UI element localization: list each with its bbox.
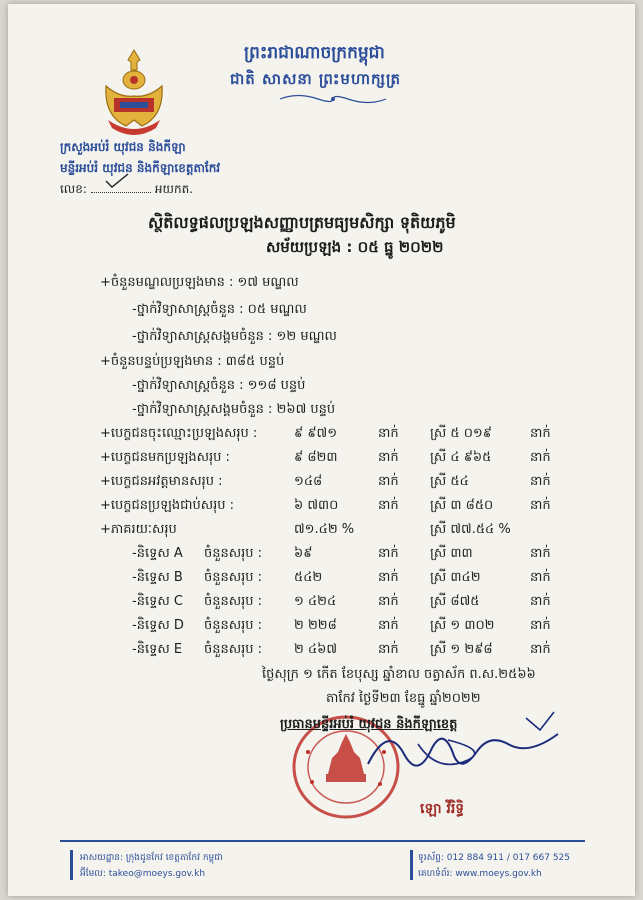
footer-phone: ទូរស័ព្ទ: 012 884 911 / 017 667 525 <box>418 853 571 863</box>
grade-unit: នាក់ <box>530 642 551 657</box>
stats-female: ស្រី ៤ ៩៦៥ <box>430 450 492 465</box>
footer-address: អាសយដ្ឋាន: ក្រុងដូនកែវ ខេត្តតាកែវ កម្ពុជា <box>80 853 223 863</box>
stats-unit: នាក់ <box>530 498 551 513</box>
ministry-emblem-icon <box>100 46 168 136</box>
ornament-divider-icon <box>278 92 388 106</box>
grade-name: -និទ្ទេស A <box>132 546 183 561</box>
footer-email: អ៊ីមែល: takeo@moeys.gov.kh <box>80 869 206 879</box>
grade-female: ស្រី ១ ៣០២ <box>430 618 495 633</box>
grade-total: ២ ៤៦៧ <box>294 642 338 657</box>
footer-accent-bar <box>410 850 413 880</box>
stats-total: ៩ ៨២៣ <box>294 450 338 465</box>
footer-divider <box>60 840 585 842</box>
grade-name: -និទ្ទេស D <box>132 618 184 633</box>
grade-unit: នាក់ <box>378 618 399 633</box>
summary-item: +ចំនួនមណ្ឌលប្រឡងមាន : ១៧ មណ្ឌល <box>100 275 299 290</box>
document-title: ស្ថិតិលទ្ធផលប្រឡងសញ្ញាបត្រមធ្យមសិក្សា ទុតិយភូមិ <box>148 213 456 232</box>
stats-label: +បេក្ខជនអវត្តមានសរុប : <box>100 474 223 489</box>
signer-title: ប្រធានមន្ទីរអប់រំ យុវជន និងកីឡាខេត្ត <box>280 717 458 732</box>
signer-name: ឡោ វីរិទ្ធិ <box>420 801 465 817</box>
stats-unit: នាក់ <box>378 474 399 489</box>
kingdom-heading: ព្រះរាជាណាចក្រកម្ពុជា <box>244 43 385 63</box>
grade-female: ស្រី ៨៧៥ <box>430 594 480 609</box>
grade-name: -និទ្ទេស C <box>132 594 183 609</box>
stats-unit: នាក់ <box>530 474 551 489</box>
grade-total: ១ ៤២៤ <box>294 594 337 609</box>
stats-label: +ភាគរយៈសរុប <box>100 522 177 537</box>
grade-total: ៥៤២ <box>294 570 323 585</box>
grade-label: ចំនួនសរុប : <box>204 618 263 633</box>
stats-unit: នាក់ <box>378 426 399 441</box>
national-motto: ជាតិ សាសនា ព្រះមហាក្សត្រ <box>230 70 401 88</box>
stats-label: +បេក្ខជនចុះឈ្មោះប្រឡងសរុប : <box>100 426 258 441</box>
stats-female: ស្រី ៥ ០១៩ <box>430 426 492 441</box>
grade-female: ស្រី ៣៣ <box>430 546 473 561</box>
stats-female: ស្រី ៧៧.៥៤ % <box>430 522 511 537</box>
footer-accent-bar <box>70 850 73 880</box>
grade-total: ៦៩ <box>294 546 313 561</box>
grade-label: ចំនួនសរុប : <box>204 570 263 585</box>
stats-unit: នាក់ <box>530 450 551 465</box>
grade-name: -និទ្ទេស E <box>132 642 183 657</box>
grade-name: -និទ្ទេស B <box>132 570 183 585</box>
grade-unit: នាក់ <box>530 594 551 609</box>
summary-item: -ថ្នាក់វិទ្យាសាស្ត្រចំនួន : ០៥ មណ្ឌល <box>132 302 307 317</box>
summary-item: -ថ្នាក់វិទ្យាសាស្ត្រចំនួន : ១១៨ បន្ទប់ <box>132 378 306 393</box>
grade-female: ស្រី ១ ២៩៨ <box>430 642 493 657</box>
stats-label: +បេក្ខជនមកប្រឡងសរុប : <box>100 450 230 465</box>
grade-unit: នាក់ <box>378 642 399 657</box>
stats-unit: នាក់ <box>378 450 399 465</box>
grade-label: ចំនួនសរុប : <box>204 642 263 657</box>
lunar-date: ថ្ងៃសុក្រ ១ កើត ខែបុស្ស ឆ្នាំខាល ចត្វាស័ក ព.ស.២៥៦៦ <box>262 667 536 682</box>
grade-unit: នាក់ <box>530 546 551 561</box>
footer-website: គេហទំព័រ: www.moeys.gov.kh <box>418 869 542 879</box>
stats-total: ១៤៨ <box>294 474 323 489</box>
exam-session: សម័យប្រឡង : ០៥ ធ្នូ ២០២២ <box>266 238 444 256</box>
handwritten-signature-icon <box>358 704 568 794</box>
grade-unit: នាក់ <box>378 570 399 585</box>
grade-total: ២ ២២៨ <box>294 618 337 633</box>
stats-total: ៦ ៧៣០ <box>294 498 339 513</box>
grade-label: ចំនួនសរុប : <box>204 546 263 561</box>
document-page <box>8 4 635 896</box>
grade-unit: នាក់ <box>530 618 551 633</box>
grade-unit: នាក់ <box>530 570 551 585</box>
department-name: មន្ទីរអប់រំ យុវជន និងកីឡាខេត្តតាកែវ <box>60 161 221 175</box>
stats-unit: នាក់ <box>378 498 399 513</box>
stats-female: ស្រី ៣ ៨៥០ <box>430 498 494 513</box>
grade-unit: នាក់ <box>378 594 399 609</box>
grade-label: ចំនួនសរុប : <box>204 594 263 609</box>
summary-item: -ថ្នាក់វិទ្យាសាស្ត្រសង្គមចំនួន : ១២ មណ្ឌល <box>132 329 337 344</box>
solar-date: តាកែវ ថ្ងៃទី២៣ ខែធ្នូ ឆ្នាំ២០២២ <box>326 691 481 706</box>
stats-label: +បេក្ខជនប្រឡងជាប់សរុប : <box>100 498 235 513</box>
reference-suffix: អយកត. <box>154 182 193 196</box>
stats-female: ស្រី ៥៤ <box>430 474 469 489</box>
stats-total: ៩ ៩៧១ <box>294 426 338 441</box>
summary-item: +ចំនួនបន្ទប់ប្រឡងមាន : ៣៨៥ បន្ទប់ <box>100 354 285 369</box>
reference-label: លេខ: <box>60 182 87 196</box>
grade-female: ស្រី ៣៤២ <box>430 570 481 585</box>
summary-item: -ថ្នាក់វិទ្យាសាស្ត្រសង្គមចំនួន : ២៦៧ បន្ទប់ <box>132 402 336 417</box>
grade-unit: នាក់ <box>378 546 399 561</box>
checkmark-icon <box>104 172 130 190</box>
stats-unit: នាក់ <box>530 426 551 441</box>
stats-total: ៧១.៤២ % <box>294 522 355 537</box>
ministry-name: ក្រសួងអប់រំ យុវជន និងកីឡា <box>60 140 186 154</box>
